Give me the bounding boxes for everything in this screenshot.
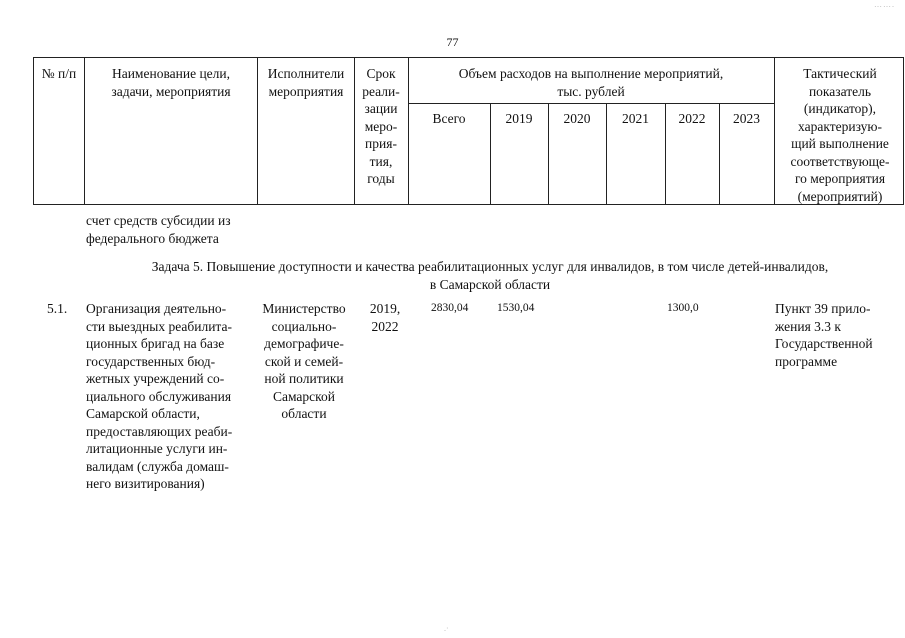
row-name-line: Организация деятельно- (86, 301, 227, 316)
row-name (86, 300, 254, 493)
row-name-line: сти выездных реабилита- (86, 318, 232, 334)
row-name-line: циального обслуживания (86, 388, 232, 404)
header-indicator (776, 65, 904, 205)
header-indicator-line: го мероприятия (794, 171, 886, 186)
task-heading-line: Задача 5. Повышение доступности и качества реабилитационных услуг для инвалидов, в том числе детей-инвалидов, (151, 259, 829, 274)
row-indicator (775, 300, 889, 370)
row-indicator-line: программе (775, 353, 838, 369)
row-executor-line: ской и семей- (264, 353, 344, 369)
header-year-2019: 2019 (505, 111, 533, 126)
row-term (355, 300, 415, 335)
row-executor-line: Министерство (262, 301, 346, 316)
header-divider (84, 58, 85, 204)
corner-mark: ……. (874, 0, 895, 9)
row-name-line: предоставляющих реаби- (86, 423, 233, 439)
header-indicator-line: щий выполнение (791, 136, 889, 151)
header-expenses-line: Объем расходов на выполнение мероприятий, (458, 66, 724, 81)
row-name-line: валидам (служба домаш- (86, 458, 229, 474)
header-indicator-line: (индикатор), (803, 101, 877, 116)
header-year-2020: 2020 (563, 111, 591, 126)
row-executor-line: ной политики (264, 371, 344, 386)
row-executor-line: области (281, 406, 327, 421)
header-expenses (410, 65, 772, 100)
row-executor-line: Самарской (272, 388, 336, 404)
header-divider (354, 58, 355, 204)
row-name-line: жетных учреждений со- (86, 371, 225, 386)
row-name-line: Самарской области, (86, 406, 200, 421)
header-term-line: реали- (362, 83, 400, 99)
row-number: 5.1. (47, 301, 68, 316)
row-name-line: государственных бюд- (86, 353, 216, 369)
header-term-line: зации (364, 101, 398, 116)
header-divider (408, 58, 409, 204)
header-indicator-line: соответствующе- (790, 153, 890, 169)
row-term-line: 2022 (371, 318, 399, 334)
row-indicator-line: Государственной (775, 336, 873, 351)
continuation-line: счет средств субсидии из (86, 213, 231, 228)
row-term-line: 2019, (369, 301, 401, 316)
row-name-line: ционных бригад на базе (86, 336, 225, 351)
row-executor-line: демографиче- (264, 336, 344, 351)
row-indicator-line: Пункт 39 прило- (775, 301, 871, 316)
task-heading-line: в Самарской области (429, 276, 551, 292)
header-year-2023: 2023 (733, 111, 760, 126)
header-indicator-line: (мероприятий) (797, 188, 883, 204)
header-term-line: Срок (366, 66, 396, 81)
header-divider (774, 58, 775, 204)
header-expenses-line: тыс. рублей (557, 83, 625, 99)
header-term-line: меро- (364, 118, 398, 134)
row-total: 2830,04 (431, 302, 469, 314)
row-name-line: литационные услуги ин- (86, 441, 228, 456)
header-name: Наименование цели, задачи, мероприятия (111, 66, 231, 99)
task-heading (0, 258, 905, 293)
header-term-line: тия, (369, 153, 393, 169)
continuation-text (86, 212, 256, 247)
header-year-2022: 2022 (678, 111, 706, 126)
header-term (356, 65, 406, 188)
row-executor (256, 300, 352, 423)
continuation-line: федерального бюджета (86, 230, 219, 246)
header-year-2021: 2021 (622, 111, 649, 126)
header-indicator-line: характеризую- (798, 118, 882, 134)
table-header (33, 57, 904, 205)
header-executors: Исполнители мероприятия (267, 66, 345, 99)
row-executor-line: социально- (271, 318, 337, 334)
header-number: № п/п (41, 66, 77, 81)
bottom-mark: .· (444, 624, 449, 633)
page-number: 77 (446, 35, 459, 49)
row-2022: 1300,0 (667, 302, 699, 314)
header-term-line: годы (367, 171, 395, 186)
row-name-line: него визитирования) (86, 476, 205, 491)
header-year-total: Всего (432, 111, 466, 126)
row-indicator-line: жения 3.3 к (775, 318, 841, 334)
row-2019: 1530,04 (497, 302, 535, 314)
header-indicator-line: Тактический (803, 66, 877, 81)
header-indicator-line: показатель (808, 83, 872, 99)
header-term-line: прия- (365, 136, 397, 151)
